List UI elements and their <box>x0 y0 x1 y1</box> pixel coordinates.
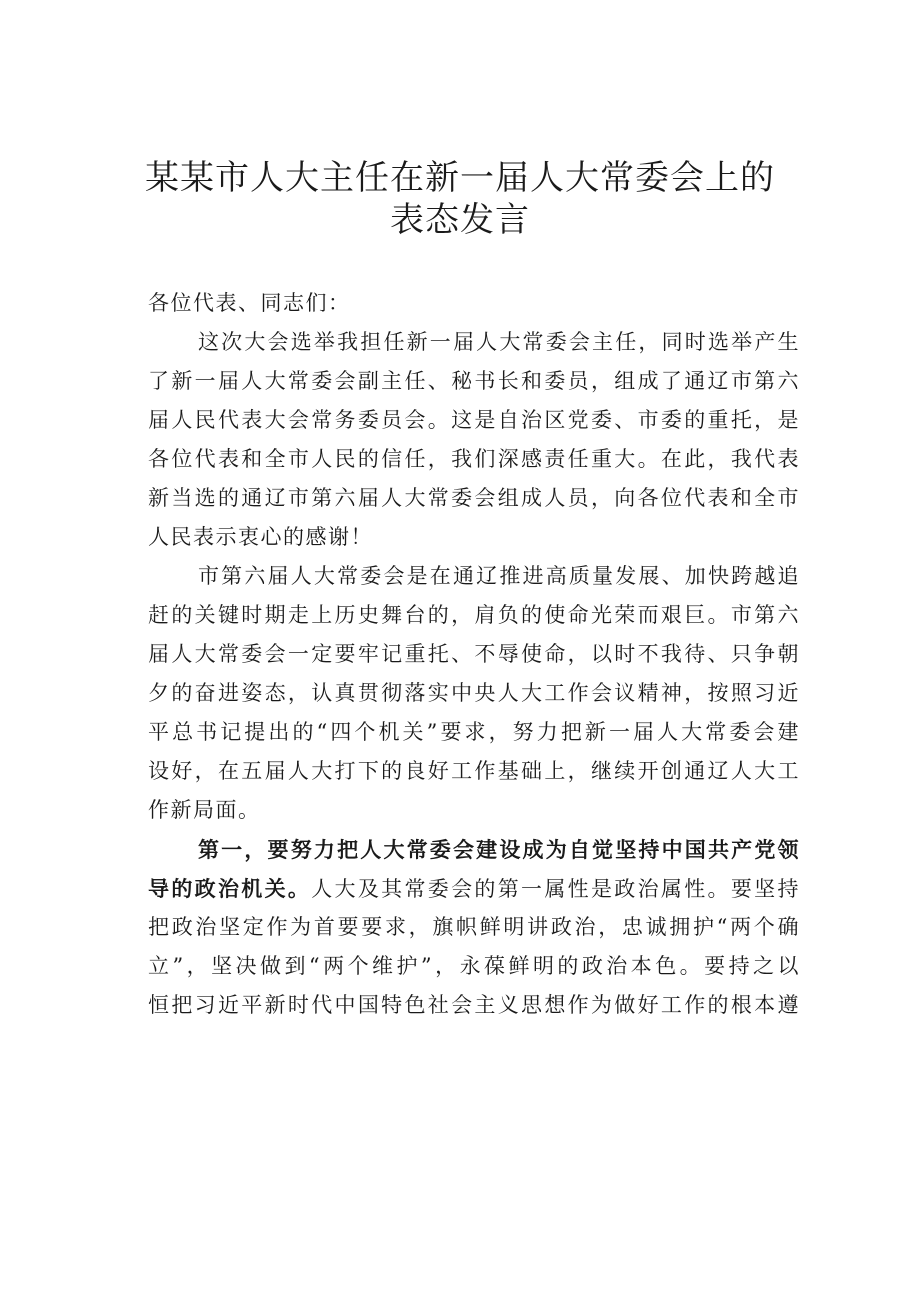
document-body <box>148 284 800 1025</box>
paragraph-line: 平总书记提出的“四个机关”要求，努力把新一届人大常委会建 <box>148 720 800 744</box>
salutation: 各位代表、同志们： <box>148 291 351 315</box>
paragraph-line: 把政治坚定作为首要要求，旗帜鲜明讲政治，忠诚拥护“两个确 <box>148 915 800 939</box>
paragraph-heading-end: 导的政治机关。 <box>148 876 312 901</box>
paragraph-line: 新当选的通辽市第六届人大常委会组成人员，向各位代表和全市 <box>148 486 800 510</box>
paragraph-2 <box>148 557 800 830</box>
paragraph-line: 设好，在五届人大打下的良好工作基础上，继续开创通辽人大工 <box>148 759 800 783</box>
paragraph-line-mixed <box>148 869 800 908</box>
paragraph-line: 恒把习近平新时代中国特色社会主义思想作为做好工作的根本遵 <box>148 993 800 1017</box>
paragraph-line: 赶的关键时期走上历史舞台的，肩负的使命光荣而艰巨。市第六 <box>148 603 800 627</box>
document-title-line-2: 表态发言 <box>390 200 530 240</box>
paragraph-line: 市第六届人大常委会是在通辽推进高质量发展、加快跨越追 <box>198 564 800 588</box>
paragraph-1 <box>148 323 800 557</box>
paragraph-heading-line: 第一，要努力把人大常委会建设成为自觉坚持中国共产党领 <box>198 837 800 862</box>
paragraph-line: 立”，坚决做到“两个维护”，永葆鲜明的政治本色。要持之以 <box>148 954 800 978</box>
paragraph-3 <box>148 830 800 1025</box>
paragraph-line-rest: 人大及其常委会的第一属性是政治属性。要坚持 <box>311 877 800 901</box>
paragraph-line: 届人民代表大会常务委员会。这是自治区党委、市委的重托，是 <box>148 408 800 432</box>
paragraph-line: 了新一届人大常委会副主任、秘书长和委员，组成了通辽市第六 <box>148 369 800 393</box>
paragraph-line: 作新局面。 <box>148 798 261 822</box>
paragraph-line: 这次大会选举我担任新一届人大常委会主任，同时选举产生 <box>198 330 800 354</box>
document-title-line-1: 某某市人大主任在新一届人大常委会上的 <box>145 158 775 198</box>
paragraph-line: 届人大常委会一定要牢记重托、不辱使命，以时不我待、只争朝 <box>148 642 800 666</box>
paragraph-line: 人民表示衷心的感谢！ <box>148 525 373 549</box>
paragraph-line: 夕的奋进姿态，认真贯彻落实中央人大工作会议精神，按照习近 <box>148 681 800 705</box>
paragraph-line: 各位代表和全市人民的信任，我们深感责任重大。在此，我代表 <box>148 447 800 471</box>
